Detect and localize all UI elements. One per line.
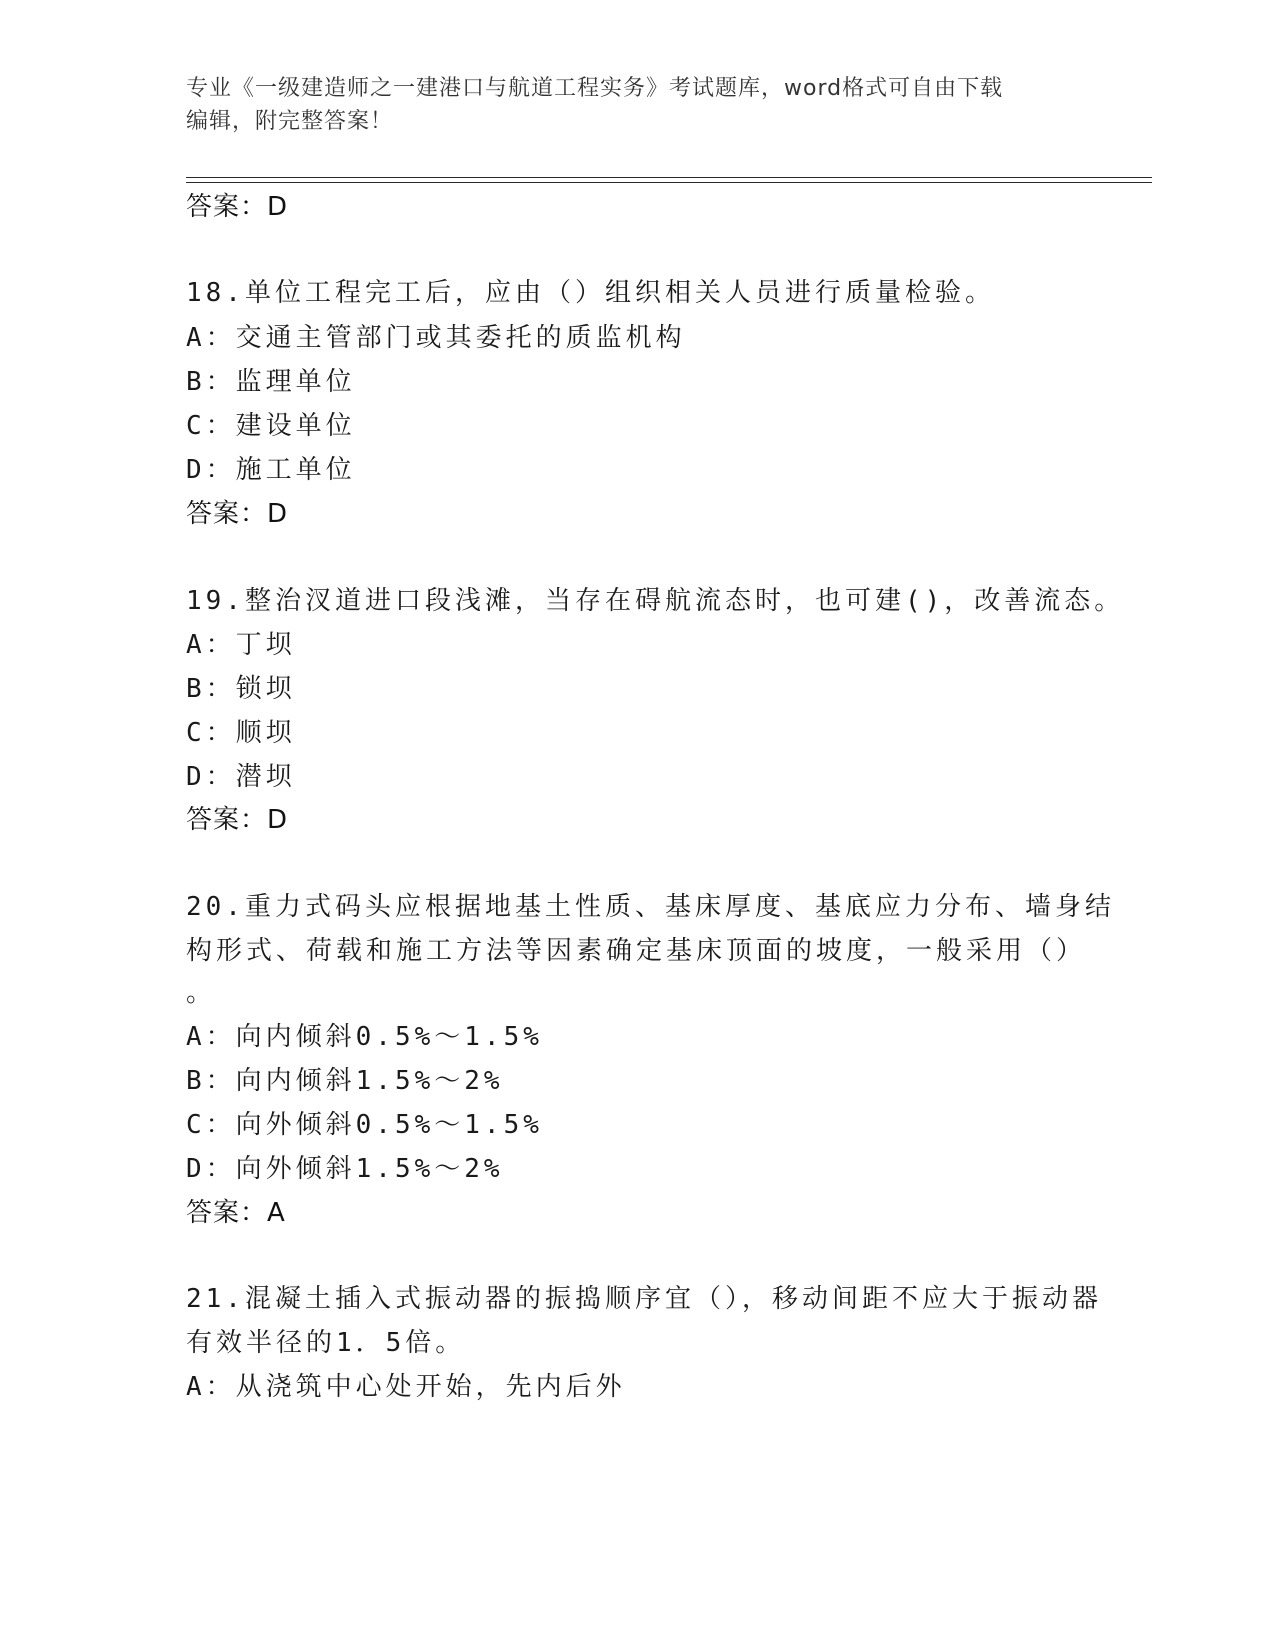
question-stem-line-2: 有效半径的1．5倍。 [186,1328,466,1358]
question-stem: 19.整治汊道进口段浅滩，当存在碍航流态时，也可建()，改善流态。 [186,586,1125,616]
question-stem-line-2: 构形式、荷载和施工方法等因素确定基床顶面的坡度，一般采用（） [186,936,1087,966]
answer-20: 答案：A [186,1198,286,1228]
answer-18: 答案：D [186,499,289,529]
document-header [186,72,1066,138]
option-c: C：向外倾斜0.5%～1.5% [186,1110,543,1140]
header-line-1: 专业《一级建造师之一建港口与航道工程实务》考试题库，word格式可自由下载 [186,76,1004,101]
option-d: D：施工单位 [186,455,356,485]
option-b: B：向内倾斜1.5%～2% [186,1066,504,1096]
option-c: C：顺坝 [186,718,296,748]
question-stem-line-1: 20.重力式码头应根据地基土性质、基床厚度、基底应力分布、墙身结 [186,892,1115,922]
option-c: C：建设单位 [186,411,356,441]
question-stem: 18.单位工程完工后，应由（）组织相关人员进行质量检验。 [186,278,995,308]
option-b: B：锁坝 [186,674,296,704]
option-a: A：交通主管部门或其委托的质监机构 [186,323,686,353]
option-d: D：向外倾斜1.5%～2% [186,1154,504,1184]
option-d: D：潜坝 [186,762,296,792]
header-divider-bottom [186,182,1152,183]
answer-17: 答案：D [186,192,289,222]
answer-19: 答案：D [186,805,289,835]
header-divider-top [186,177,1152,178]
question-stem-line-3: 。 [186,978,217,1008]
option-b: B：监理单位 [186,367,356,397]
header-line-2: 编辑，附完整答案！ [186,109,394,134]
question-stem-line-1: 21.混凝土插入式振动器的振捣顺序宜（），移动间距不应大于振动器 [186,1284,1102,1314]
option-a: A：向内倾斜0.5%～1.5% [186,1022,543,1052]
option-a: A：丁坝 [186,630,296,660]
option-a: A：从浇筑中心处开始，先内后外 [186,1372,626,1402]
